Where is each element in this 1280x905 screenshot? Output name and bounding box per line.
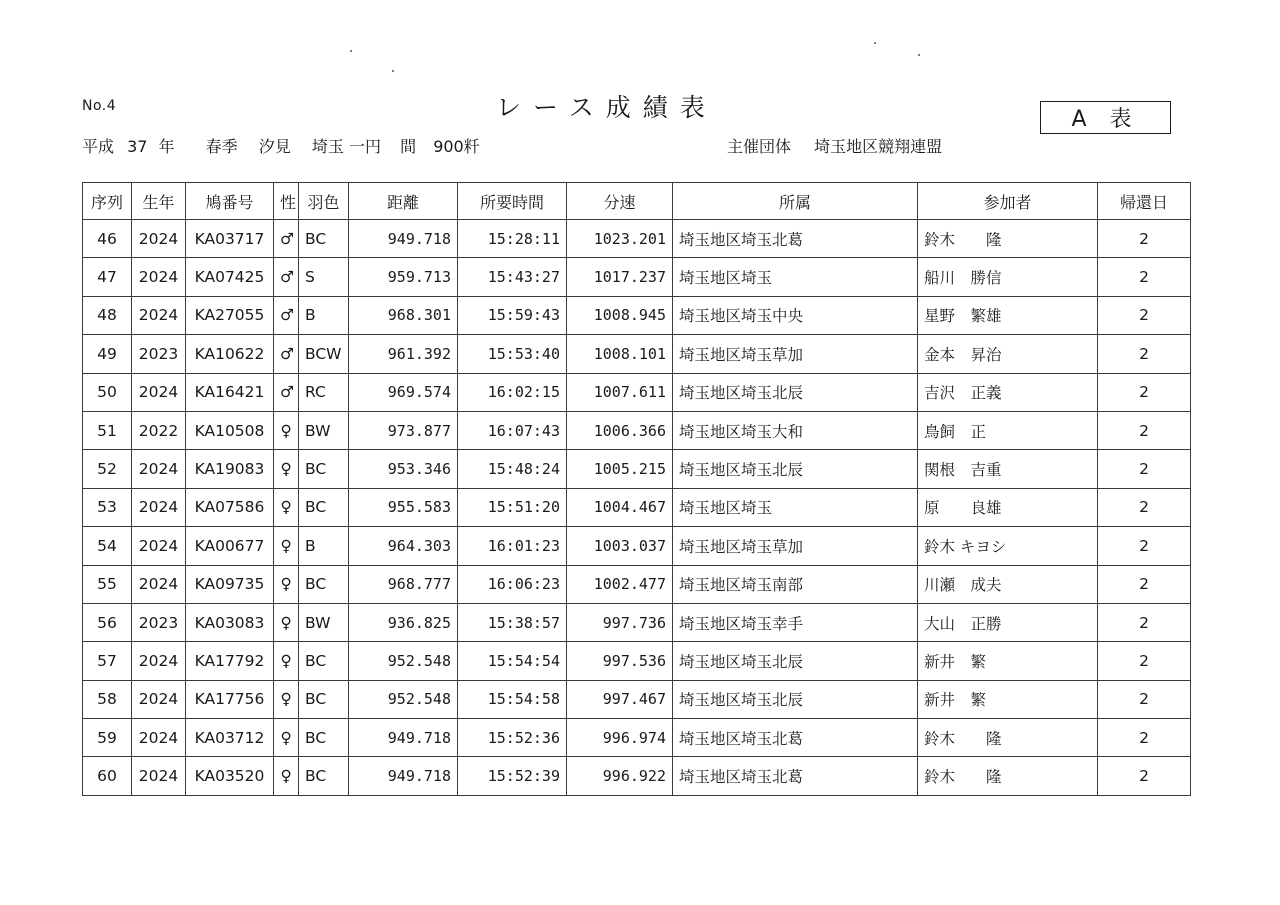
ring-number-cell: KA00677 <box>186 527 274 565</box>
organizer-name: 埼玉地区競翔連盟 <box>814 137 943 156</box>
speed-cell: 997.467 <box>567 680 673 718</box>
col-sex: 性 <box>274 183 299 220</box>
affiliation-cell: 埼玉地区埼玉北葛 <box>673 719 918 757</box>
col-participant: 参加者 <box>918 183 1098 220</box>
distance-cell: 959.713 <box>349 258 458 296</box>
affiliation-cell: 埼玉地区埼玉幸手 <box>673 603 918 641</box>
ring-number-cell: KA17792 <box>186 642 274 680</box>
rank-cell: 60 <box>83 757 132 795</box>
return-day-cell: 2 <box>1098 757 1191 795</box>
speed-cell: 1006.366 <box>567 411 673 449</box>
rank-cell: 50 <box>83 373 132 411</box>
birth-year-cell: 2023 <box>132 335 186 373</box>
color-cell: BC <box>299 680 349 718</box>
return-day-cell: 2 <box>1098 220 1191 258</box>
table-row <box>83 527 1191 565</box>
sex-cell: ♂ <box>274 335 299 373</box>
flight-time-cell: 15:52:39 <box>458 757 567 795</box>
flight-time-cell: 15:43:27 <box>458 258 567 296</box>
participant-cell: 鈴木 隆 <box>918 220 1098 258</box>
speed-cell: 1003.037 <box>567 527 673 565</box>
flight-time-cell: 16:01:23 <box>458 527 567 565</box>
return-day-cell: 2 <box>1098 719 1191 757</box>
ring-number-cell: KA03717 <box>186 220 274 258</box>
rank-cell: 49 <box>83 335 132 373</box>
color-cell: BC <box>299 488 349 526</box>
return-day-cell: 2 <box>1098 296 1191 334</box>
form-type-box: A 表 <box>1040 101 1171 134</box>
distance-cell: 949.718 <box>349 757 458 795</box>
table-row <box>83 719 1191 757</box>
scan-speck <box>918 54 920 56</box>
flight-time-cell: 15:54:54 <box>458 642 567 680</box>
ring-number-cell: KA03083 <box>186 603 274 641</box>
ring-number-cell: KA03712 <box>186 719 274 757</box>
rank-cell: 58 <box>83 680 132 718</box>
birth-year-cell: 2024 <box>132 757 186 795</box>
scan-speck <box>350 50 352 52</box>
table-row <box>83 565 1191 603</box>
birth-year-cell: 2024 <box>132 220 186 258</box>
color-cell: BC <box>299 719 349 757</box>
color-cell: S <box>299 258 349 296</box>
color-cell: BC <box>299 642 349 680</box>
participant-cell: 鈴木 隆 <box>918 719 1098 757</box>
color-cell: BCW <box>299 335 349 373</box>
color-cell: BW <box>299 411 349 449</box>
affiliation-cell: 埼玉地区埼玉草加 <box>673 527 918 565</box>
table-row <box>83 680 1191 718</box>
scan-speck <box>392 70 394 72</box>
distance-cell: 973.877 <box>349 411 458 449</box>
sex-cell: ♀ <box>274 527 299 565</box>
table-row <box>83 373 1191 411</box>
col-color: 羽色 <box>299 183 349 220</box>
rank-cell: 55 <box>83 565 132 603</box>
col-ring-number: 鳩番号 <box>186 183 274 220</box>
flight-time-cell: 15:48:24 <box>458 450 567 488</box>
flight-time-cell: 15:54:58 <box>458 680 567 718</box>
speed-cell: 996.922 <box>567 757 673 795</box>
affiliation-cell: 埼玉地区埼玉 <box>673 258 918 296</box>
birth-year-cell: 2024 <box>132 488 186 526</box>
affiliation-cell: 埼玉地区埼玉北葛 <box>673 757 918 795</box>
ring-number-cell: KA10508 <box>186 411 274 449</box>
color-cell: BW <box>299 603 349 641</box>
rank-cell: 53 <box>83 488 132 526</box>
return-day-cell: 2 <box>1098 335 1191 373</box>
distance-cell: 964.303 <box>349 527 458 565</box>
return-day-cell: 2 <box>1098 258 1191 296</box>
table-row <box>83 488 1191 526</box>
birth-year-cell: 2024 <box>132 296 186 334</box>
distance-cell: 968.301 <box>349 296 458 334</box>
speed-cell: 1005.215 <box>567 450 673 488</box>
birth-year-cell: 2024 <box>132 680 186 718</box>
rank-cell: 56 <box>83 603 132 641</box>
rank-cell: 47 <box>83 258 132 296</box>
participant-cell: 大山 正勝 <box>918 603 1098 641</box>
race-info <box>82 134 480 157</box>
affiliation-cell: 埼玉地区埼玉南部 <box>673 565 918 603</box>
distance-cell: 952.548 <box>349 680 458 718</box>
flight-time-cell: 16:06:23 <box>458 565 567 603</box>
flight-time-cell: 15:51:20 <box>458 488 567 526</box>
speed-cell: 1008.101 <box>567 335 673 373</box>
distance-cell: 952.548 <box>349 642 458 680</box>
document-number: No.4 <box>82 98 117 114</box>
rank-cell: 54 <box>83 527 132 565</box>
col-flight-time: 所要時間 <box>458 183 567 220</box>
participant-cell: 鈴木 隆 <box>918 757 1098 795</box>
birth-year-cell: 2024 <box>132 527 186 565</box>
participant-cell: 鳥飼 正 <box>918 411 1098 449</box>
rank-cell: 57 <box>83 642 132 680</box>
return-day-cell: 2 <box>1098 565 1191 603</box>
col-return-day: 帰還日 <box>1098 183 1191 220</box>
table-row <box>83 335 1191 373</box>
table-row <box>83 450 1191 488</box>
speed-cell: 1002.477 <box>567 565 673 603</box>
organizer <box>727 134 942 157</box>
distance-cell: 955.583 <box>349 488 458 526</box>
ring-number-cell: KA09735 <box>186 565 274 603</box>
ring-number-cell: KA27055 <box>186 296 274 334</box>
sex-cell: ♀ <box>274 565 299 603</box>
distance-cell: 936.825 <box>349 603 458 641</box>
distance-cell: 949.718 <box>349 719 458 757</box>
col-affiliation: 所属 <box>673 183 918 220</box>
sex-cell: ♀ <box>274 719 299 757</box>
sex-cell: ♂ <box>274 296 299 334</box>
distance-cell: 961.392 <box>349 335 458 373</box>
ring-number-cell: KA16421 <box>186 373 274 411</box>
interval-label: 間 <box>400 137 417 156</box>
season: 春季 <box>205 137 238 156</box>
color-cell: BC <box>299 757 349 795</box>
birth-year-cell: 2023 <box>132 603 186 641</box>
results-table <box>82 182 1191 796</box>
participant-cell: 船川 勝信 <box>918 258 1098 296</box>
birth-year-cell: 2024 <box>132 258 186 296</box>
return-day-cell: 2 <box>1098 373 1191 411</box>
flight-time-cell: 15:52:36 <box>458 719 567 757</box>
affiliation-cell: 埼玉地区埼玉北辰 <box>673 680 918 718</box>
participant-cell: 原 良雄 <box>918 488 1098 526</box>
sex-cell: ♀ <box>274 450 299 488</box>
return-day-cell: 2 <box>1098 642 1191 680</box>
course-to: 埼玉 一円 <box>311 137 381 156</box>
birth-year-cell: 2022 <box>132 411 186 449</box>
return-day-cell: 2 <box>1098 488 1191 526</box>
birth-year-cell: 2024 <box>132 565 186 603</box>
ring-number-cell: KA07425 <box>186 258 274 296</box>
rank-cell: 46 <box>83 220 132 258</box>
color-cell: BC <box>299 565 349 603</box>
flight-time-cell: 16:02:15 <box>458 373 567 411</box>
rank-cell: 59 <box>83 719 132 757</box>
return-day-cell: 2 <box>1098 603 1191 641</box>
rank-cell: 51 <box>83 411 132 449</box>
ring-number-cell: KA10622 <box>186 335 274 373</box>
col-birth-year: 生年 <box>132 183 186 220</box>
affiliation-cell: 埼玉地区埼玉 <box>673 488 918 526</box>
distance-cell: 968.777 <box>349 565 458 603</box>
speed-cell: 996.974 <box>567 719 673 757</box>
speed-cell: 1007.611 <box>567 373 673 411</box>
page-title: レース成績表 <box>496 93 717 122</box>
return-day-cell: 2 <box>1098 680 1191 718</box>
affiliation-cell: 埼玉地区埼玉草加 <box>673 335 918 373</box>
color-cell: BC <box>299 220 349 258</box>
participant-cell: 川瀬 成夫 <box>918 565 1098 603</box>
participant-cell: 新井 繁 <box>918 680 1098 718</box>
year: 37 <box>127 137 148 156</box>
scan-speck <box>874 42 876 44</box>
participant-cell: 関根 吉重 <box>918 450 1098 488</box>
speed-cell: 1017.237 <box>567 258 673 296</box>
flight-time-cell: 15:59:43 <box>458 296 567 334</box>
flight-time-cell: 15:38:57 <box>458 603 567 641</box>
sex-cell: ♀ <box>274 488 299 526</box>
speed-cell: 997.536 <box>567 642 673 680</box>
participant-cell: 鈴木 キヨシ <box>918 527 1098 565</box>
affiliation-cell: 埼玉地区埼玉大和 <box>673 411 918 449</box>
sex-cell: ♂ <box>274 373 299 411</box>
birth-year-cell: 2024 <box>132 373 186 411</box>
distance-cell: 969.574 <box>349 373 458 411</box>
speed-cell: 1008.945 <box>567 296 673 334</box>
participant-cell: 新井 繁 <box>918 642 1098 680</box>
color-cell: BC <box>299 450 349 488</box>
sex-cell: ♀ <box>274 603 299 641</box>
ring-number-cell: KA17756 <box>186 680 274 718</box>
ring-number-cell: KA07586 <box>186 488 274 526</box>
return-day-cell: 2 <box>1098 527 1191 565</box>
sex-cell: ♂ <box>274 220 299 258</box>
race-distance: 900粁 <box>433 137 480 156</box>
header-row <box>83 183 1191 220</box>
birth-year-cell: 2024 <box>132 642 186 680</box>
col-rank: 序列 <box>83 183 132 220</box>
return-day-cell: 2 <box>1098 450 1191 488</box>
table-row <box>83 411 1191 449</box>
speed-cell: 997.736 <box>567 603 673 641</box>
year-unit: 年 <box>158 137 175 156</box>
results-body <box>83 220 1191 796</box>
course-from: 汐見 <box>258 137 291 156</box>
table-row <box>83 296 1191 334</box>
table-row <box>83 642 1191 680</box>
color-cell: RC <box>299 373 349 411</box>
col-speed: 分速 <box>567 183 673 220</box>
distance-cell: 953.346 <box>349 450 458 488</box>
flight-time-cell: 15:28:11 <box>458 220 567 258</box>
affiliation-cell: 埼玉地区埼玉中央 <box>673 296 918 334</box>
speed-cell: 1004.467 <box>567 488 673 526</box>
rank-cell: 48 <box>83 296 132 334</box>
ring-number-cell: KA19083 <box>186 450 274 488</box>
flight-time-cell: 16:07:43 <box>458 411 567 449</box>
birth-year-cell: 2024 <box>132 450 186 488</box>
sex-cell: ♀ <box>274 757 299 795</box>
table-row <box>83 220 1191 258</box>
table-row <box>83 757 1191 795</box>
speed-cell: 1023.201 <box>567 220 673 258</box>
sex-cell: ♂ <box>274 258 299 296</box>
color-cell: B <box>299 296 349 334</box>
color-cell: B <box>299 527 349 565</box>
sex-cell: ♀ <box>274 411 299 449</box>
table-row <box>83 603 1191 641</box>
birth-year-cell: 2024 <box>132 719 186 757</box>
affiliation-cell: 埼玉地区埼玉北辰 <box>673 642 918 680</box>
return-day-cell: 2 <box>1098 411 1191 449</box>
affiliation-cell: 埼玉地区埼玉北辰 <box>673 450 918 488</box>
affiliation-cell: 埼玉地区埼玉北葛 <box>673 220 918 258</box>
organizer-label: 主催団体 <box>727 137 792 156</box>
table-row <box>83 258 1191 296</box>
col-distance: 距離 <box>349 183 458 220</box>
rank-cell: 52 <box>83 450 132 488</box>
affiliation-cell: 埼玉地区埼玉北辰 <box>673 373 918 411</box>
ring-number-cell: KA03520 <box>186 757 274 795</box>
distance-cell: 949.718 <box>349 220 458 258</box>
participant-cell: 星野 繁雄 <box>918 296 1098 334</box>
sex-cell: ♀ <box>274 680 299 718</box>
participant-cell: 吉沢 正義 <box>918 373 1098 411</box>
sex-cell: ♀ <box>274 642 299 680</box>
flight-time-cell: 15:53:40 <box>458 335 567 373</box>
participant-cell: 金本 昇治 <box>918 335 1098 373</box>
era: 平成 <box>82 137 115 156</box>
